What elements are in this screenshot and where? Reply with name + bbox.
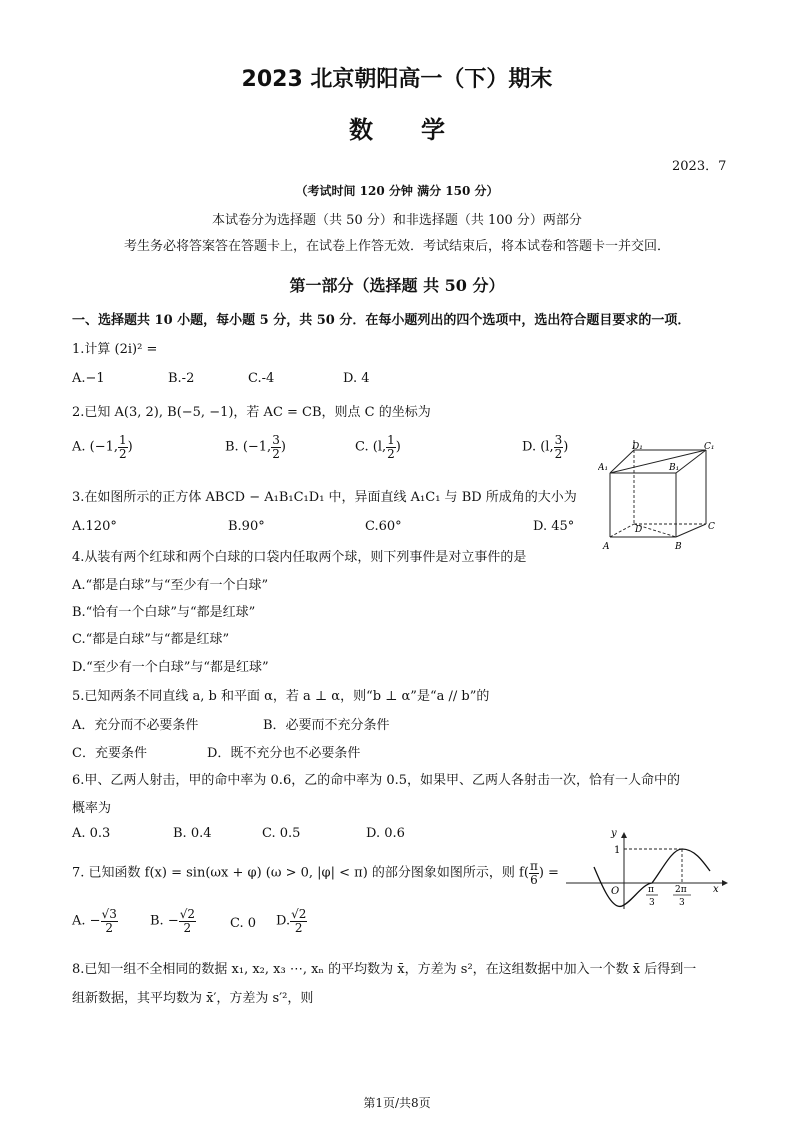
- q7-stem: 7. 已知函数 f(x) = sin(ωx + φ) (ω > 0, |φ| < π) 的部分图象如图所示，则 f( $\frac{\pi}{6}$ ) =: [72, 859, 559, 887]
- q4-option-c: C.“都是白球”与“都是红球”: [72, 632, 230, 647]
- q2-option-d: D. (l, $\frac{3}{2}$ ): [522, 433, 569, 461]
- q6-stem-line2: 概率为: [72, 801, 112, 816]
- exam-info: （考试时间 120 分钟 满分 150 分）: [295, 184, 499, 198]
- q6-option-b: B. 0.4: [173, 826, 212, 841]
- q5-option-c: C．充要条件: [72, 746, 147, 761]
- cube-label-a: A: [603, 542, 610, 552]
- q6-stem-line1: 6.甲、乙两人射击，甲的命中率为 0.6，乙的命中率为 0.5，如果甲、乙两人各射击一次，恰有一人命中的: [72, 773, 681, 788]
- q1-option-a: A.−1: [72, 371, 105, 386]
- q1-stem: 1.计算 (2i)² =: [72, 342, 158, 357]
- exam-notice: 考生务必将答案答在答题卡上，在试卷上作答无效．考试结束后，将本试卷和答题卡一并交回．: [123, 239, 670, 254]
- q4-option-b: B.“恰有一个白球”与“都是红球”: [72, 605, 256, 620]
- cube-label-d1: D₁: [632, 442, 643, 452]
- q6-option-c: C. 0.5: [262, 826, 301, 841]
- q6-option-d: D. 0.6: [366, 826, 405, 841]
- graph-label-three-2: 3: [679, 898, 685, 908]
- graph-label-y: y: [611, 828, 617, 839]
- q1-option-d: D. 4: [343, 371, 370, 386]
- exam-title: 2023 北京朝阳高一（下）期末: [241, 67, 553, 92]
- exam-date: 2023．7: [672, 159, 727, 174]
- q5-option-b: B．必要而不充分条件: [263, 718, 390, 733]
- q3-option-a: A.120°: [72, 519, 117, 534]
- q2-option-b: B. (−1, $\frac{3}{2}$ ): [225, 433, 286, 461]
- cube-label-c1: C₁: [704, 442, 715, 452]
- q1-option-c: C.-4: [248, 371, 275, 386]
- sine-graph-figure: [562, 824, 730, 914]
- graph-label-origin: O: [611, 886, 620, 897]
- graph-label-three: 3: [649, 898, 655, 908]
- graph-label-one: 1: [614, 845, 621, 856]
- q1-option-b: B.-2: [168, 371, 195, 386]
- q8-stem-line1: 8.已知一组不全相同的数据 x₁, x₂, x₃ ⋯, xₙ 的平均数为 x̄，方差为 s²，在这组数据中加入一个数 x̄ 后得到一: [72, 962, 697, 977]
- q5-stem: 5.已知两条不同直线 a, b 和平面 α，若 a ⊥ α，则“b ⊥ α”是“a // b”的: [72, 689, 490, 704]
- q4-stem: 4.从装有两个红球和两个白球的口袋内任取两个球，则下列事件是对立事件的是: [72, 550, 527, 565]
- part1-title: 第一部分（选择题 共 50 分）: [289, 276, 505, 295]
- q3-option-b: B.90°: [228, 519, 265, 534]
- part1-instruction: 一、选择题共 10 小题，每小题 5 分，共 50 分．在每小题列出的四个选项中，选出符合题目要求的一项．: [72, 313, 691, 328]
- q7-option-d: D. $\frac{√2}{2}$: [276, 907, 307, 935]
- graph-label-two-pi: 2π: [675, 885, 687, 895]
- q7-option-b: B. − $\frac{√2}{2}$: [150, 907, 195, 935]
- q3-option-d: D. 45°: [533, 519, 575, 534]
- q6-option-a: A. 0.3: [72, 826, 111, 841]
- subject-title: 数 学: [349, 116, 445, 144]
- q3-option-c: C.60°: [365, 519, 402, 534]
- cube-label-b: B: [675, 542, 682, 552]
- q4-option-a: A.“都是白球”与“至少有一个白球”: [72, 578, 269, 593]
- q8-stem-line2: 组新数据，其平均数为 x̄′，方差为 s′²，则: [72, 991, 314, 1006]
- cube-figure: [598, 440, 720, 552]
- cube-label-c: C: [708, 522, 715, 532]
- q2-option-a: A. (−1, $\frac{1}{2}$ ): [72, 433, 133, 461]
- graph-label-pi: π: [648, 885, 654, 895]
- cube-label-a1: A₁: [598, 463, 609, 473]
- graph-label-x: x: [713, 884, 719, 895]
- exam-structure: 本试卷分为选择题（共 50 分）和非选择题（共 100 分）两部分: [212, 213, 582, 228]
- q2-option-c: C. (l, $\frac{1}{2}$ ): [355, 433, 401, 461]
- q5-option-a: A．充分而不必要条件: [72, 718, 199, 733]
- cube-label-d: D: [635, 525, 643, 535]
- q3-stem: 3.在如图所示的正方体 ABCD − A₁B₁C₁D₁ 中，异面直线 A₁C₁ 与 BD 所成角的大小为: [72, 490, 577, 505]
- page-footer: 第1页/共8页: [363, 1096, 431, 1110]
- q7-option-a: A. − $\frac{√3}{2}$: [72, 907, 117, 935]
- q5-option-d: D．既不充分也不必要条件: [207, 746, 361, 761]
- q2-stem: 2.已知 A(3, 2), B(−5, −1)，若 AC = CB，则点 C 的坐标为: [72, 405, 431, 420]
- cube-label-b1: B₁: [669, 463, 680, 473]
- q4-option-d: D.“至少有一个白球”与“都是红球”: [72, 660, 269, 675]
- q7-option-c: C. 0: [230, 916, 257, 931]
